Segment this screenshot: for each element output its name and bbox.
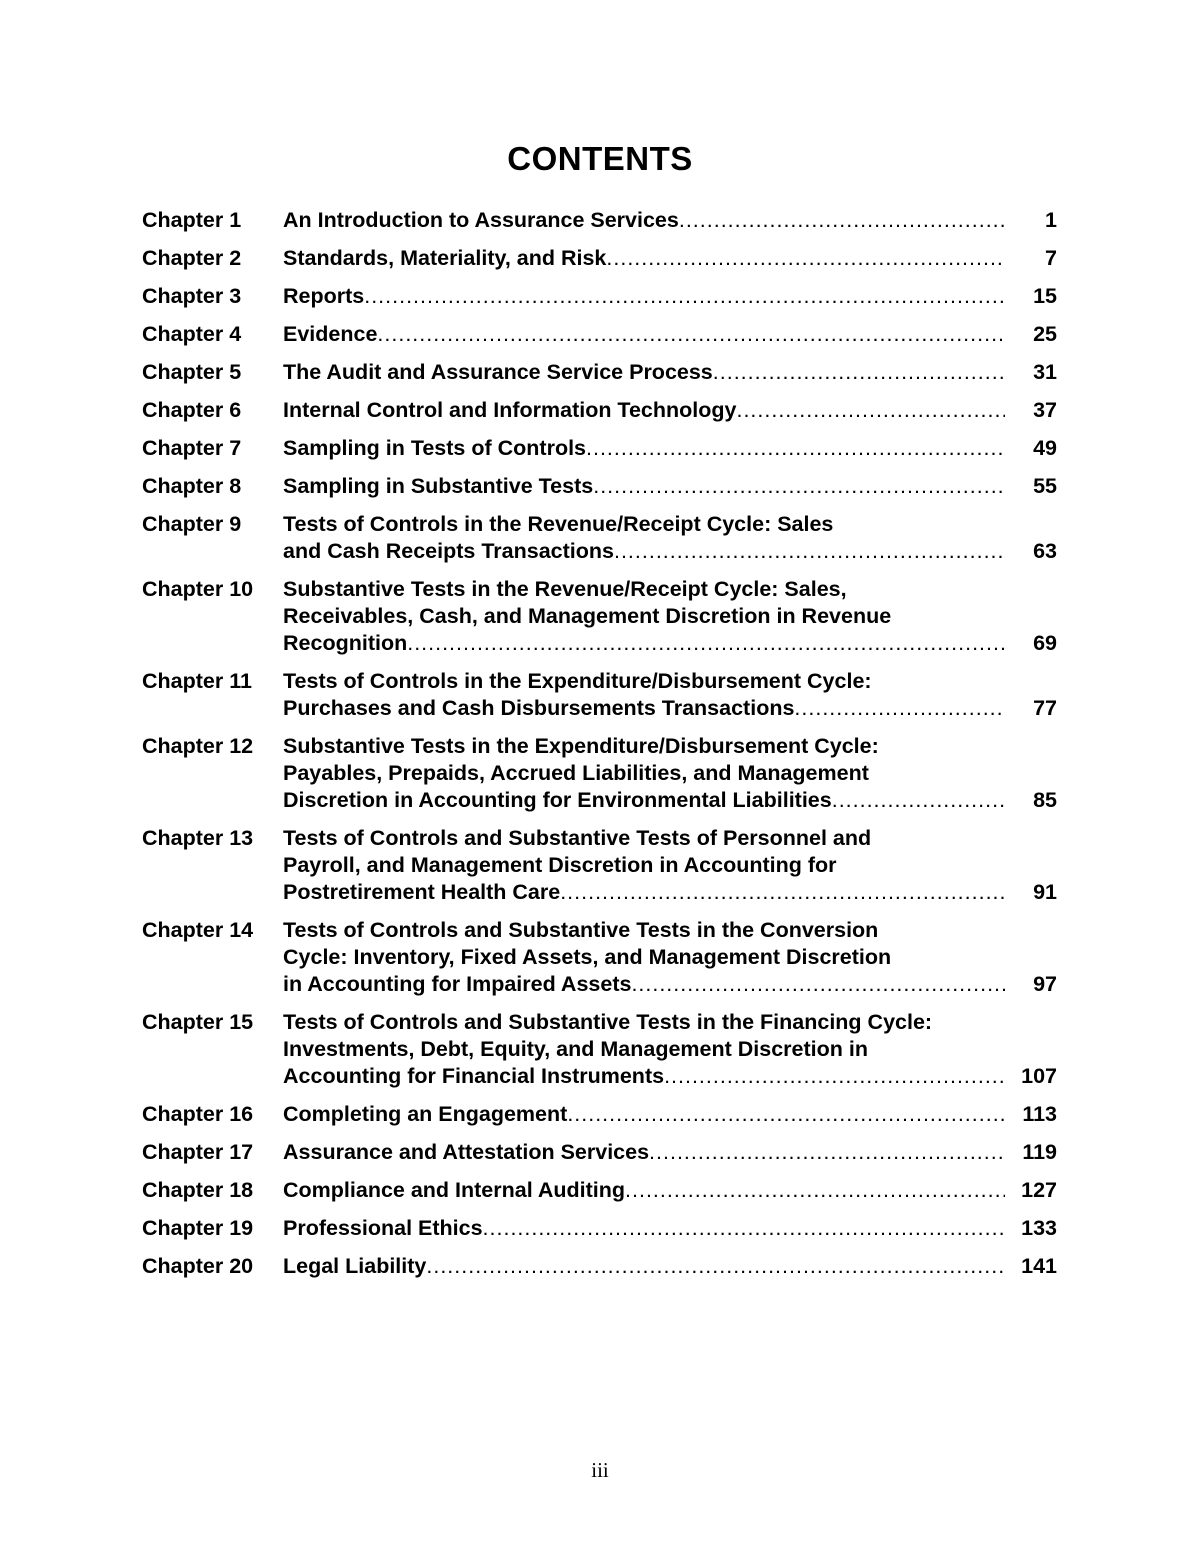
dot-leader [614,538,1005,565]
dot-leader [593,473,1005,500]
chapter-title-line [283,971,1005,998]
table-of-contents [142,207,1062,1291]
dot-leader [560,879,1005,906]
dot-leader [407,630,1005,657]
chapter-label: Chapter 20 [142,1254,254,1278]
toc-entry [142,1177,1062,1204]
toc-entry [142,207,1062,234]
chapter-label: Chapter 16 [142,1102,254,1126]
page-number: 119 [1022,1140,1057,1164]
chapter-title [283,1177,1005,1204]
page-number: 37 [1033,398,1057,422]
chapter-title-text: Reports [283,284,365,308]
page-number: 49 [1033,436,1057,460]
chapter-title-line [283,245,1005,272]
page-number: 85 [1033,788,1057,812]
toc-entry [142,283,1062,310]
chapter-title-text: Legal Liability [283,1254,427,1278]
page-number: 1 [1045,208,1057,232]
chapter-title-line [283,435,1005,462]
chapter-label: Chapter 7 [142,436,242,460]
chapter-title [283,1101,1005,1128]
toc-entry [142,825,1062,906]
chapter-title-line [283,1063,1005,1090]
chapter-title [283,435,1005,462]
toc-entry [142,321,1062,348]
chapter-title-line [283,538,1005,565]
chapter-title-text: Internal Control and Information Technology [283,398,737,422]
chapter-title-line: Payroll, and Management Discretion in Accounting for [283,853,837,877]
chapter-label: Chapter 4 [142,322,242,346]
chapter-title-line [283,1215,1005,1242]
chapter-title-line [283,879,1005,906]
dot-leader [631,971,1005,998]
page-number: 127 [1021,1178,1057,1202]
toc-entry [142,1215,1062,1242]
chapter-label: Chapter 11 [142,669,252,693]
chapter-title-text: Discretion in Accounting for Environmental Liabilities [283,788,832,812]
chapter-label: Chapter 3 [142,284,242,308]
toc-entry [142,359,1062,386]
chapter-label: Chapter 2 [142,246,242,270]
toc-entry [142,1009,1062,1090]
chapter-label: Chapter 14 [142,918,254,942]
chapter-title [283,576,1005,657]
chapter-title [283,1009,1005,1090]
chapter-title-text: Assurance and Attestation Services [283,1140,650,1164]
page-title: CONTENTS [507,140,693,177]
chapter-title [283,1253,1005,1280]
chapter-title [283,917,1005,998]
page-number: 7 [1045,246,1057,270]
chapter-title-line: Tests of Controls and Substantive Tests of Personnel and [283,826,872,850]
page-number: 113 [1022,1102,1057,1126]
dot-leader [794,695,1005,722]
chapter-title-text: Sampling in Substantive Tests [283,474,594,498]
chapter-title-text: Evidence [283,322,378,346]
chapter-title-text: Accounting for Financial Instruments [283,1064,665,1088]
chapter-label: Chapter 10 [142,577,254,601]
page-number: 25 [1033,322,1057,346]
toc-entry [142,576,1062,657]
chapter-label: Chapter 19 [142,1216,254,1240]
dot-leader [679,207,1005,234]
chapter-label: Chapter 8 [142,474,242,498]
dot-leader [625,1177,1005,1204]
chapter-title-line [283,207,1005,234]
dot-leader [567,1101,1005,1128]
toc-entry [142,1101,1062,1128]
chapter-title [283,245,1005,272]
page-number: 77 [1033,696,1057,720]
chapter-title-line: Tests of Controls and Substantive Tests in the Conversion [283,918,879,942]
chapter-title-line [283,1139,1005,1166]
chapter-title-line [283,359,1005,386]
dot-leader [483,1215,1005,1242]
chapter-title-text: in Accounting for Impaired Assets [283,972,632,996]
chapter-title-line [283,1253,1005,1280]
chapter-label: Chapter 17 [142,1140,254,1164]
page-number: 133 [1021,1216,1057,1240]
chapter-title-line [283,283,1005,310]
chapter-title-text: Purchases and Cash Disbursements Transactions [283,696,795,720]
chapter-title [283,321,1005,348]
chapter-title-line: Cycle: Inventory, Fixed Assets, and Management Discretion [283,945,892,969]
chapter-title-line [283,787,1005,814]
chapter-title-text: The Audit and Assurance Service Process [283,360,713,384]
page-number: 15 [1033,284,1057,308]
chapter-title-text: Standards, Materiality, and Risk [283,246,607,270]
dot-leader [713,359,1005,386]
chapter-title-text: Compliance and Internal Auditing [283,1178,626,1202]
chapter-label: Chapter 9 [142,512,242,536]
chapter-label: Chapter 13 [142,826,254,850]
chapter-title-line [283,1101,1005,1128]
chapter-title-text: Postretirement Health Care [283,880,561,904]
chapter-title-line: Substantive Tests in the Revenue/Receipt Cycle: Sales, [283,577,847,601]
chapter-title [283,473,1005,500]
chapter-title [283,359,1005,386]
chapter-title-line [283,630,1005,657]
chapter-label: Chapter 18 [142,1178,254,1202]
chapter-title-text: Completing an Engagement [283,1102,568,1126]
chapter-title-line [283,1177,1005,1204]
chapter-label: Chapter 6 [142,398,242,422]
page-number: 69 [1033,631,1057,655]
dot-leader [364,283,1005,310]
chapter-title-text: Recognition [283,631,408,655]
page-number-footer: iii [591,1458,609,1482]
toc-entry [142,917,1062,998]
toc-entry [142,668,1062,722]
chapter-title-line [283,473,1005,500]
dot-leader [586,435,1005,462]
chapter-title-line: Substantive Tests in the Expenditure/Disbursement Cycle: [283,734,879,758]
chapter-title-text: and Cash Receipts Transactions [283,539,614,563]
chapter-title-line: Investments, Debt, Equity, and Management Discretion in [283,1037,868,1061]
chapter-title-line: Tests of Controls in the Expenditure/Disbursement Cycle: [283,669,872,693]
dot-leader [832,787,1005,814]
toc-entry [142,511,1062,565]
page-number: 63 [1033,539,1057,563]
chapter-title-text: An Introduction to Assurance Services [283,208,679,232]
page-number: 91 [1033,880,1057,904]
page-number: 31 [1033,360,1057,384]
chapter-title [283,283,1005,310]
chapter-label: Chapter 15 [142,1010,254,1034]
dot-leader [736,397,1005,424]
chapter-title [283,825,1005,906]
chapter-title-line: Tests of Controls and Substantive Tests in the Financing Cycle: [283,1010,933,1034]
chapter-label: Chapter 5 [142,360,242,384]
toc-entry [142,245,1062,272]
chapter-title [283,733,1005,814]
toc-entry [142,1253,1062,1280]
dot-leader [606,245,1005,272]
page-number: 55 [1033,474,1057,498]
dot-leader [377,321,1005,348]
chapter-title-line: Tests of Controls in the Revenue/Receipt Cycle: Sales [283,512,834,536]
toc-entry [142,733,1062,814]
toc-entry [142,435,1062,462]
chapter-title-line [283,695,1005,722]
chapter-title-line: Receivables, Cash, and Management Discretion in Revenue [283,604,892,628]
dot-leader [664,1063,1005,1090]
chapter-title [283,1139,1005,1166]
toc-entry [142,397,1062,424]
chapter-title-line: Payables, Prepaids, Accrued Liabilities, and Management [283,761,869,785]
toc-entry [142,473,1062,500]
chapter-title [283,207,1005,234]
dot-leader [649,1139,1005,1166]
chapter-label: Chapter 12 [142,734,254,758]
chapter-title-text: Sampling in Tests of Controls [283,436,587,460]
chapter-title [283,511,1005,565]
chapter-title [283,668,1005,722]
chapter-title [283,1215,1005,1242]
chapter-title [283,397,1005,424]
page-number: 107 [1021,1064,1057,1088]
dot-leader [426,1253,1005,1280]
page-number: 97 [1033,972,1057,996]
chapter-title-line [283,397,1005,424]
chapter-title-text: Professional Ethics [283,1216,483,1240]
page-number: 141 [1021,1254,1057,1278]
toc-entry [142,1139,1062,1166]
chapter-title-line [283,321,1005,348]
chapter-label: Chapter 1 [142,208,242,232]
